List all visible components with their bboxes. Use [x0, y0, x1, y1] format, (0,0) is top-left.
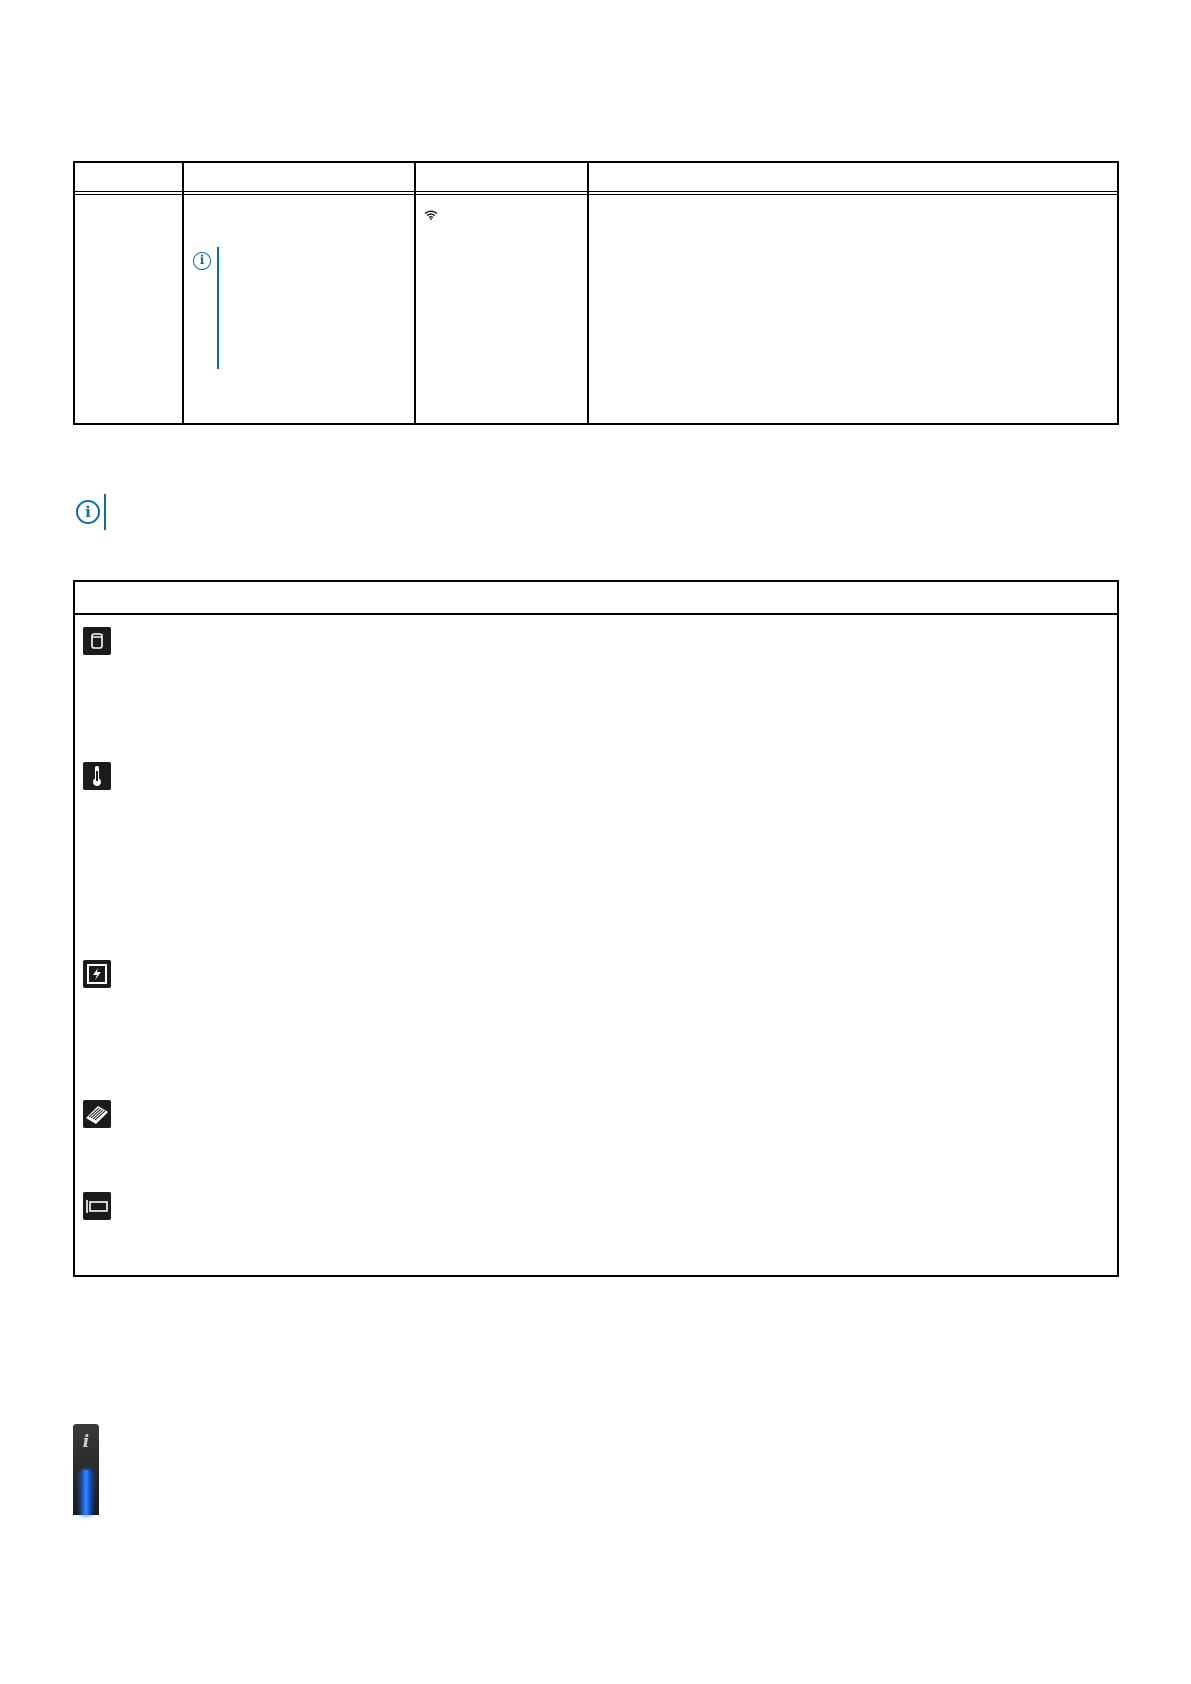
- wifi-icon: [424, 210, 438, 220]
- column-divider: [414, 163, 416, 423]
- info-icon: i: [193, 252, 211, 270]
- temperature-icon: [83, 762, 111, 790]
- system-id-icon: i: [82, 1432, 90, 1452]
- table-header-row: [75, 582, 1117, 615]
- system-id-indicator: [73, 1424, 99, 1515]
- note-bar: [217, 247, 219, 369]
- status-led: [81, 1470, 91, 1515]
- pcie-icon: [83, 1192, 111, 1220]
- hard-drive-icon: [83, 627, 111, 655]
- electrical-icon: [83, 960, 111, 988]
- column-divider: [182, 163, 184, 423]
- info-icon: i: [76, 500, 100, 524]
- status-table: [73, 161, 1119, 425]
- column-divider: [587, 163, 589, 423]
- memory-icon: [83, 1100, 111, 1128]
- indicator-table: [73, 580, 1119, 1277]
- note-bar: [104, 494, 106, 530]
- table-header-row: [75, 163, 1117, 195]
